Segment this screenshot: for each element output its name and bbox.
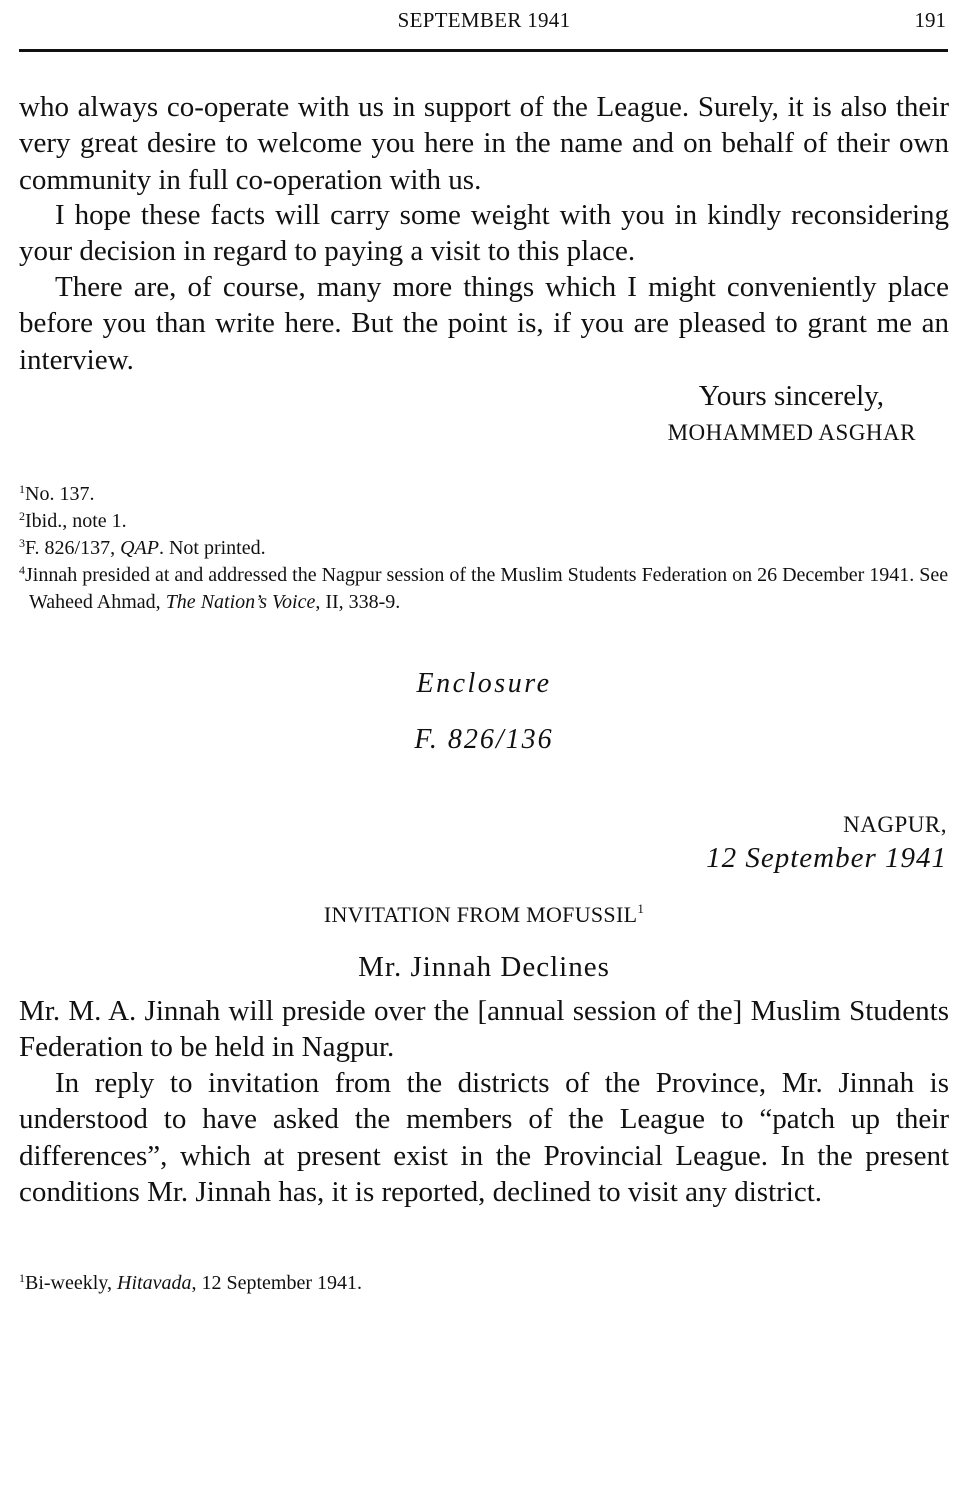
footnote-mark: 1 [19, 482, 25, 496]
footnote-mark: 1 [637, 901, 645, 916]
footnote-mark: 1 [19, 1271, 25, 1285]
footnote-mark: 3 [19, 536, 25, 550]
footnote-text: . Not printed. [158, 537, 266, 559]
article-subheading [0, 901, 968, 928]
footnote-text: , II, 338-9. [315, 591, 401, 613]
article-paragraph: In reply to invitation from the districts of the Province, Mr. Jinnah is understood to have asked the members of the League to “patch up their differences”, which at present exist in the Provincial League. In the present conditions Mr. Jinnah has, it is reported, declined to visit any district. [19, 1067, 949, 1208]
footnote-italic-source: QAP [120, 537, 159, 559]
footnote-text: No. 137. [25, 483, 95, 505]
letter-paragraph: who always co-operate with us in support of the League. Surely, it is also their very great desire to welcome you here in the name and on behalf of their own community in full co-operation with us. [19, 91, 949, 196]
footnote-text: F. 826/137, [25, 537, 121, 559]
footnote-text: Ibid., note 1. [25, 510, 127, 532]
footnote-text: , 12 September 1941. [191, 1272, 362, 1294]
article-paragraph: Mr. M. A. Jinnah will preside over the [annual session of the] Muslim Students Federation to be held in Nagpur. [19, 995, 949, 1064]
dateline-place: NAGPUR, [843, 812, 947, 837]
footnote [19, 557, 964, 616]
letter-signature: MOHAMMED ASGHAR [667, 420, 916, 445]
letter-paragraph: There are, of course, many more things which I might conveniently place before you than write here. But the point is, if you are pleased to grant me an interview. [19, 271, 949, 376]
footnote [19, 1265, 362, 1297]
footnote-italic-source: Hitavada [117, 1272, 192, 1294]
footnote-mark: 2 [19, 509, 25, 523]
header-rule [19, 49, 948, 52]
letter-closing: Yours sincerely, [698, 380, 884, 412]
footnote-text: Jinnah presided at and addressed the Nagpur session of the Muslim Students Federation on 26 December 1941. See Waheed Ahmad, [25, 564, 949, 613]
dateline-date: 12 September 1941 [706, 842, 947, 874]
footnote-italic-source: The Nation’s Voice [165, 591, 316, 613]
file-reference: F. 826/136 [414, 724, 554, 755]
footnote-mark: 4 [19, 563, 25, 577]
subheading-text: INVITATION FROM MOFUSSIL [323, 902, 638, 927]
article-headline: Mr. Jinnah Declines [358, 951, 610, 983]
page-number: 191 [914, 8, 946, 32]
enclosure-title: Enclosure [416, 668, 552, 699]
letter-paragraph: I hope these facts will carry some weight with you in kindly reconsidering your decision in regard to paying a visit to this place. [19, 199, 949, 268]
footnote-text: Bi-weekly, [25, 1272, 118, 1294]
running-header-title: SEPTEMBER 1941 [397, 8, 571, 32]
